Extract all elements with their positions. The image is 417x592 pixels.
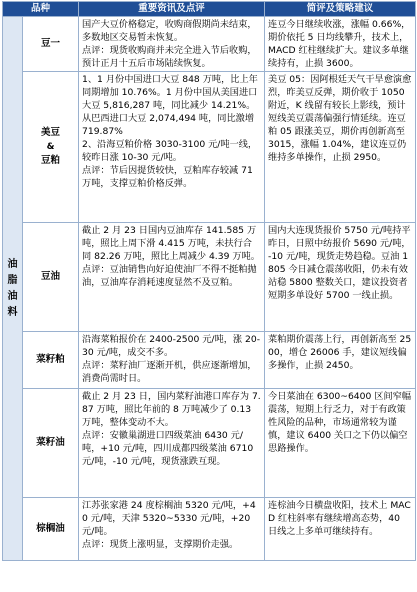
news-cell xyxy=(79,498,265,561)
strategy-text: 连棕油今日横盘收阳，技术上 MACD 红柱斜率有继续增高态势，40 日线之上多单可继续持有。 xyxy=(268,500,411,537)
product-name-secondary: 豆粕 xyxy=(41,155,61,166)
product-name: 豆油 xyxy=(41,271,61,282)
news-paragraph: 1、1 月份中国进口大豆 848 万吨，比上年同期增加 10.76%。1 月份中国从美国进口大豆 5,816,287 吨，同比减少 14.21%。从巴西进口大豆 2,074,494 吨，同比激增 719.87% xyxy=(82,74,258,137)
news-cell xyxy=(79,223,265,332)
product-name: 菜籽粕 xyxy=(36,354,65,365)
strategy-text: 连豆今日继续收涨，涨幅 0.66%，期价依托 5 日均线攀升，技术上，MACD 红柱继续扩大。建议多单继续持有，止损 3600。 xyxy=(268,19,411,69)
product-name: 棕榈油 xyxy=(36,523,65,534)
product-cell xyxy=(23,332,79,389)
product-cell xyxy=(23,17,79,72)
table-row xyxy=(3,332,416,389)
news-comment: 点评：现货收购商并未完全进入节后收购，预计正月十五后市场陆续恢复。 xyxy=(82,45,257,69)
news-cell xyxy=(79,17,265,72)
strategy-cell xyxy=(265,498,416,561)
product-cell xyxy=(23,389,79,498)
product-name: 豆一 xyxy=(41,38,61,49)
news-paragraph: 截止 2 月 23 日国内豆油库存 141.585 万吨，照比上周下滑 4.415 万吨，未扶行合同 82.26 万吨，照比上周减少 4.39 万吨。 xyxy=(82,225,260,262)
table-row xyxy=(3,498,416,561)
news-comment: 点评：菜籽油厂逐渐开机，供应逐渐增加，消费尚需时日。 xyxy=(82,360,257,384)
news-paragraph: 截止 2 月 23 日，国内菜籽油港口库存为 7.87 万吨，照比年前的 8 万吨减少了 0.13 万吨，整体变动不大。 xyxy=(82,391,261,428)
news-comment: 点评：安徽巢湖进口四级菜油 6430 元/吨，+10 元/吨，四川成都四级菜油 6710 元/吨，-10 元/吨，现货涨跌互现。 xyxy=(82,430,254,467)
header-row xyxy=(3,2,416,17)
strategy-text: 菜粕期价震荡上行，再创新高至 2500，增仓 26006 手，建议短线偏多操作，止损 2450。 xyxy=(268,334,412,371)
news-comment: 点评：现货上涨明显，支撑期价走强。 xyxy=(82,539,239,550)
strategy-text: 今日菜油在 6300~6400 区间窄幅震荡，短期上行乏力，对于有政策性风险的品种，市场通常较为谨慎，建议 6400 关口之下仍以偏空思路操作。 xyxy=(268,391,412,454)
header-news: 重要资讯及点评 xyxy=(79,2,265,17)
header-variety: 品种 xyxy=(3,2,79,17)
product-cell xyxy=(23,223,79,332)
strategy-cell xyxy=(265,389,416,498)
product-cell xyxy=(23,72,79,223)
strategy-cell xyxy=(265,332,416,389)
product-ampersand: & xyxy=(46,142,55,152)
table-row xyxy=(3,17,416,72)
table-row xyxy=(3,72,416,223)
strategy-cell xyxy=(265,223,416,332)
header-view: 简评及策略建议 xyxy=(265,2,416,17)
category-label: 油脂油料 xyxy=(7,258,18,318)
news-paragraph: 2、沿海豆粕价格 3030-3100 元/吨一线，较昨日涨 10-30 元/吨。 xyxy=(82,139,258,163)
product-name: 美豆 xyxy=(41,127,61,138)
news-paragraph: 江苏张家港 24 度棕榈油 5320 元/吨，+40 元/吨，天津 5320~5330 元/吨，+20 元/吨。 xyxy=(82,500,256,537)
table-row xyxy=(3,223,416,332)
strategy-cell xyxy=(265,17,416,72)
product-cell xyxy=(23,498,79,561)
category-cell xyxy=(3,17,23,561)
news-paragraph: 国产大豆价格稳定，收购商假期尚未结束，多数地区交易暂未恢复。 xyxy=(82,19,257,43)
strategy-text: 国内大连现货报价 5750 元/吨持平昨日，日照中纺报价 5690 元/吨，-10 元/吨，现货走势趋稳。豆油 1805 今日减仓震荡收阳，仍未有效站稳 5800 整数关口，建议投资者短期多单设好 5700 一线止损。 xyxy=(268,225,411,301)
product-name: 菜籽油 xyxy=(36,437,65,448)
strategy-text: 美豆 05：因阿根廷天气干旱愈演愈烈，昨美豆反弹，期价收于 1050 附近，K 线留有较长上影线，预计短线美豆震荡偏强行情延续。连豆粕 05 跟涨美豆，期价再创新高至 3015，涨幅 1.04%，建议连豆仍维持多单操作，止损 2950。 xyxy=(268,74,412,163)
news-cell xyxy=(79,72,265,223)
table-row xyxy=(3,389,416,498)
market-report-table xyxy=(2,1,416,561)
news-cell xyxy=(79,332,265,389)
news-paragraph: 沿海菜粕报价在 2400-2500 元/吨，涨 20-30 元/吨，成交不多。 xyxy=(82,334,261,358)
news-cell xyxy=(79,389,265,498)
strategy-cell xyxy=(265,72,416,223)
news-comment: 点评：节后因提货较快，豆粕库存较减 71 万吨，支撑豆粕价格反弹。 xyxy=(82,165,253,189)
news-comment: 点评：豆油销售向好迫使油厂不得不挺粕抛油，豆油库存消耗速度显然不及豆粕。 xyxy=(82,264,257,288)
